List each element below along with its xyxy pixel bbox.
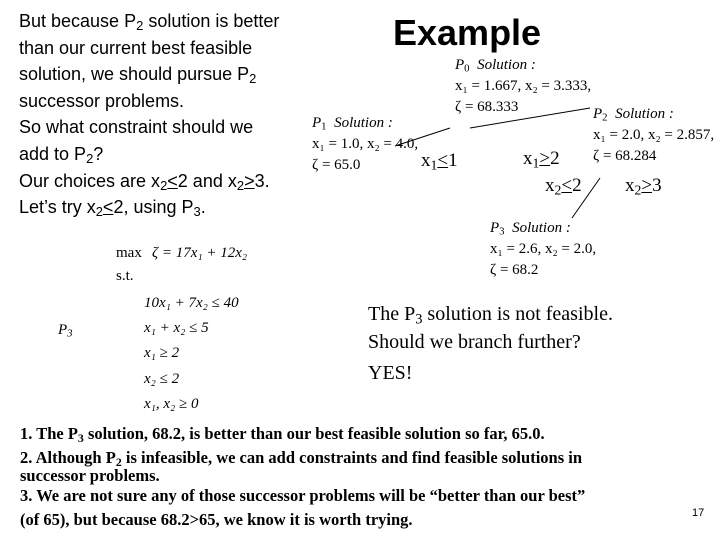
slide-title: Example	[393, 12, 542, 53]
branch-label-x2-le-2: $x_2<2$	[545, 175, 582, 198]
tree-node-p3: $P_3$ Solution : x₁ = 2.6, x₂ = 2.0, ζ = 68.2	[490, 220, 597, 278]
lp-model-p3	[58, 245, 282, 415]
branch-label-x2-ge-3: $x_2>3$	[625, 175, 662, 198]
feasibility-text: The $P_3$ solution is not feasible. Should we branch further? YES!	[368, 303, 613, 384]
tree-node-p1: $P_1$ Solution : x₁ = 1.0, x₂ = 4.0, ζ = 65.0	[312, 115, 419, 173]
intro-line: So what constraint should we	[19, 117, 254, 138]
branch-label-x1-ge-2: $x_1>2$	[523, 148, 560, 171]
intro-line: solution, we should pursue $P_2$	[19, 64, 257, 87]
note-item: 3. We are not sure any of those successor problems will be “better than our best”	[20, 486, 586, 505]
model-label: $P_3$	[58, 322, 73, 340]
constraint: x₂ ≤ 2	[144, 371, 180, 387]
edge-p0-p2	[470, 108, 590, 128]
max-keyword: max	[116, 245, 142, 261]
constraint: x₁ ≥ 2	[144, 345, 180, 361]
note-item-continuation: (of 65), but because 68.2>65, we know it is worth trying.	[20, 510, 413, 529]
note-item-continuation: successor problems.	[20, 466, 160, 485]
notes-list	[20, 423, 720, 531]
note-item: 1. The $P_3$ solution, 68.2, is better than our best feasible solution so far, 65.0.	[20, 424, 545, 445]
tree-node-p0: $P_0$ Solution : x₁ = 1.667, x₂ = 3.333, ζ = 68.333	[455, 57, 592, 115]
edge-p2-p3	[572, 178, 600, 218]
intro-line: add to $P_2$?	[19, 143, 104, 167]
constraint: 10x₁ + 7x₂ ≤ 40	[144, 295, 239, 311]
page-number: 17	[692, 507, 705, 519]
intro-line: Our choices are $x_2<2$ and $x_2>3$.	[19, 170, 270, 193]
objective-function: ζ = 17x₁ + 12x₂	[152, 245, 248, 261]
note-item: 2. Although $P_2$ is infeasible, we can add constraints and find feasible solutions in	[20, 448, 583, 469]
constraint: x₁, x₂ ≥ 0	[144, 396, 199, 412]
intro-line: Let’s try $x_2<2$, using $P_3$.	[19, 197, 206, 220]
intro-line: than our current best feasible	[19, 37, 253, 58]
constraint: x₁ + x₂ ≤ 5	[144, 320, 209, 336]
edge-p0-p1	[395, 128, 450, 146]
subject-to-keyword: s.t.	[116, 268, 134, 284]
intro-line: successor problems.	[19, 90, 185, 111]
intro-line: But because $P_2$ solution is better	[19, 11, 280, 34]
branch-label-x1-le-1: $x_1<1$	[421, 150, 458, 173]
tree-node-p2: $P_2$ Solution : x₁ = 2.0, x₂ = 2.857, ζ = 68.284	[593, 106, 715, 164]
